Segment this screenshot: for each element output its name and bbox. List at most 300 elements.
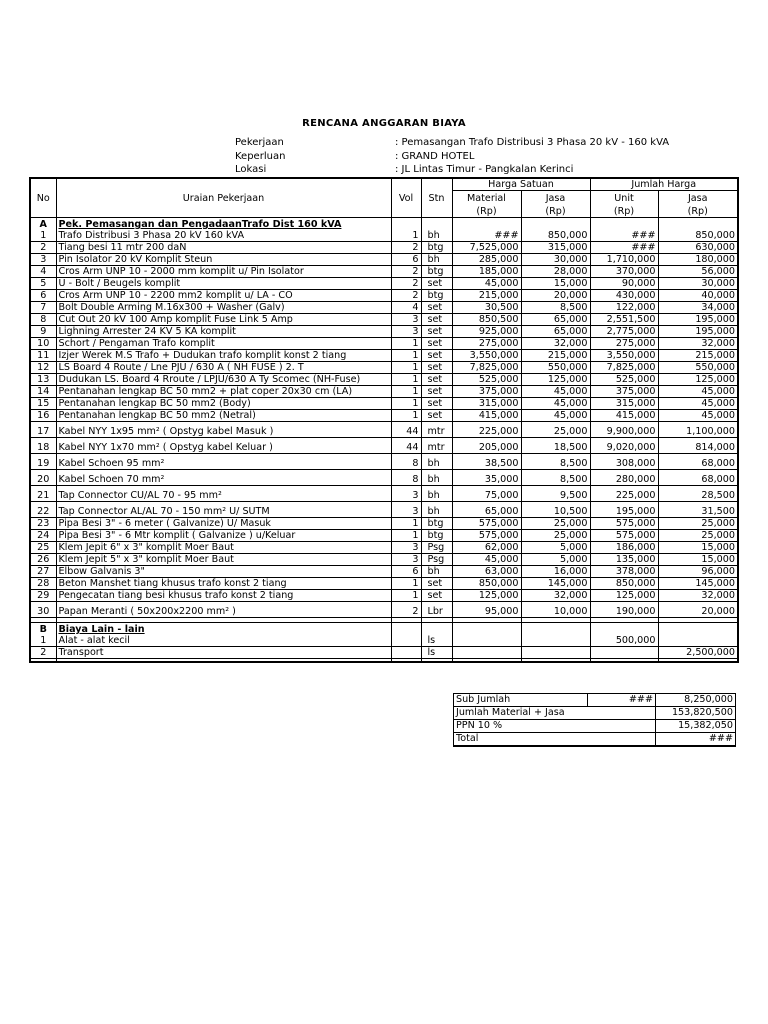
table-row — [30, 422, 738, 438]
table-row — [30, 470, 738, 486]
row-total-unit: 2,775,000 — [590, 326, 658, 338]
row-material-price: 285,000 — [452, 254, 521, 266]
row-service-price: 10,500 — [521, 502, 590, 518]
row-volume: 44 — [391, 438, 421, 454]
row-total-unit: 7,825,000 — [590, 362, 658, 374]
row-volume: 2 — [391, 290, 421, 302]
row-total-unit: 315,000 — [590, 398, 658, 410]
row-material-price: 225,000 — [452, 422, 521, 438]
row-unit: set — [421, 578, 452, 590]
row-total-unit — [590, 647, 658, 659]
cell-empty — [421, 218, 452, 231]
row-no: 10 — [30, 338, 56, 350]
row-material-price: 185,000 — [452, 266, 521, 278]
row-volume: 8 — [391, 454, 421, 470]
row-volume: 3 — [391, 502, 421, 518]
table-row — [30, 438, 738, 454]
row-no: 2 — [30, 647, 56, 659]
row-material-price: 205,000 — [452, 438, 521, 454]
cell-empty — [421, 623, 452, 636]
row-total-service — [658, 635, 738, 647]
row-material-price — [452, 635, 521, 647]
table-row — [30, 254, 738, 266]
row-material-price: 315,000 — [452, 398, 521, 410]
table-row — [30, 566, 738, 578]
meta-label: Keperluan — [235, 151, 286, 162]
row-total-unit: 375,000 — [590, 386, 658, 398]
header-uraian: Uraian Pekerjaan — [56, 178, 391, 218]
row-service-price: 850,000 — [521, 230, 590, 242]
table-row — [30, 602, 738, 618]
row-total-service: 20,000 — [658, 602, 738, 618]
row-material-price: 30,500 — [452, 302, 521, 314]
summary-label: PPN 10 % — [454, 720, 656, 733]
row-material-price: 7,525,000 — [452, 242, 521, 254]
row-unit: set — [421, 410, 452, 422]
row-volume: 1 — [391, 374, 421, 386]
row-description: Tap Connector AL/AL 70 - 150 mm² U/ SUTM — [56, 502, 391, 518]
row-total-service: 1,100,000 — [658, 422, 738, 438]
row-unit: set — [421, 374, 452, 386]
row-description: Klem Jepit 5" x 3" komplit Moer Baut — [56, 554, 391, 566]
summary-row — [454, 733, 736, 747]
table-row — [30, 278, 738, 290]
row-unit: ls — [421, 635, 452, 647]
section-code: B — [30, 623, 56, 636]
table-row — [30, 326, 738, 338]
row-no: 12 — [30, 362, 56, 374]
row-volume — [391, 635, 421, 647]
row-total-service: 145,000 — [658, 578, 738, 590]
row-volume: 2 — [391, 602, 421, 618]
table-row — [30, 290, 738, 302]
cell-empty — [521, 623, 590, 636]
row-no: 13 — [30, 374, 56, 386]
row-description: Pentanahan lengkap BC 50 mm2 (Netral) — [56, 410, 391, 422]
row-total-service: 125,000 — [658, 374, 738, 386]
row-volume: 6 — [391, 566, 421, 578]
row-total-unit: ### — [590, 230, 658, 242]
row-service-price: 315,000 — [521, 242, 590, 254]
row-unit: set — [421, 338, 452, 350]
row-total-unit: 378,000 — [590, 566, 658, 578]
row-description: Pentanahan lengkap BC 50 mm2 + plat coper 20x30 cm (LA) — [56, 386, 391, 398]
row-unit: bh — [421, 502, 452, 518]
row-description: Alat - alat kecil — [56, 635, 391, 647]
table-row — [30, 302, 738, 314]
row-material-price: 65,000 — [452, 502, 521, 518]
table-row — [30, 647, 738, 659]
header-no: No — [30, 178, 56, 218]
table-row — [30, 635, 738, 647]
row-unit: set — [421, 278, 452, 290]
summary-label: Sub Jumlah — [454, 694, 588, 707]
row-description: Pentanahan lengkap BC 50 mm2 (Body) — [56, 398, 391, 410]
row-service-price: 30,000 — [521, 254, 590, 266]
row-unit: mtr — [421, 438, 452, 454]
row-total-service: 68,000 — [658, 470, 738, 486]
row-no: 9 — [30, 326, 56, 338]
row-total-service: 28,500 — [658, 486, 738, 502]
row-no: 24 — [30, 530, 56, 542]
row-material-price: 38,500 — [452, 454, 521, 470]
row-total-unit: 9,900,000 — [590, 422, 658, 438]
row-no: 28 — [30, 578, 56, 590]
page-title: RENCANA ANGGARAN BIAYA — [302, 118, 466, 129]
cell-empty — [391, 218, 421, 231]
table-row — [30, 314, 738, 326]
row-description: Kabel Schoen 95 mm² — [56, 454, 391, 470]
section-row — [30, 218, 738, 231]
row-description: U - Bolt / Beugels komplit — [56, 278, 391, 290]
row-material-price: 62,000 — [452, 542, 521, 554]
row-no: 1 — [30, 230, 56, 242]
row-total-unit: 370,000 — [590, 266, 658, 278]
row-service-price: 10,000 — [521, 602, 590, 618]
header-jasa: Jasa — [521, 191, 590, 204]
row-no: 7 — [30, 302, 56, 314]
row-unit: bh — [421, 254, 452, 266]
row-service-price: 25,000 — [521, 530, 590, 542]
row-total-service: 32,000 — [658, 338, 738, 350]
cell-empty — [30, 659, 56, 663]
row-service-price: 65,000 — [521, 326, 590, 338]
row-material-price: ### — [452, 230, 521, 242]
row-description: Kabel Schoen 70 mm² — [56, 470, 391, 486]
row-service-price: 145,000 — [521, 578, 590, 590]
row-service-price: 28,000 — [521, 266, 590, 278]
row-description: Cut Out 20 kV 100 Amp komplit Fuse Link 5 Amp — [56, 314, 391, 326]
row-service-price: 9,500 — [521, 486, 590, 502]
cell-empty — [421, 659, 452, 663]
row-volume: 1 — [391, 230, 421, 242]
row-volume: 3 — [391, 314, 421, 326]
row-total-unit: 525,000 — [590, 374, 658, 386]
table-row — [30, 338, 738, 350]
row-volume: 44 — [391, 422, 421, 438]
row-total-service: 215,000 — [658, 350, 738, 362]
row-total-unit: 186,000 — [590, 542, 658, 554]
row-unit: mtr — [421, 422, 452, 438]
header-jasa-total: Jasa — [658, 191, 738, 204]
row-total-unit: 9,020,000 — [590, 438, 658, 454]
row-total-unit: 2,551,500 — [590, 314, 658, 326]
row-no: 29 — [30, 590, 56, 602]
row-total-service: 195,000 — [658, 314, 738, 326]
row-total-unit: 90,000 — [590, 278, 658, 290]
table-row — [30, 362, 738, 374]
row-service-price — [521, 635, 590, 647]
table-row — [30, 350, 738, 362]
row-service-price: 32,000 — [521, 590, 590, 602]
row-material-price: 850,000 — [452, 578, 521, 590]
table-row — [30, 486, 738, 502]
header-material: Material — [452, 191, 521, 204]
table-row — [30, 578, 738, 590]
cell-empty — [590, 218, 658, 231]
row-unit: Psg — [421, 554, 452, 566]
row-description: Kabel NYY 1x95 mm² ( Opstyg kabel Masuk ) — [56, 422, 391, 438]
row-total-service: 850,000 — [658, 230, 738, 242]
row-material-price: 95,000 — [452, 602, 521, 618]
row-unit: set — [421, 386, 452, 398]
row-total-unit: 190,000 — [590, 602, 658, 618]
row-total-unit: 430,000 — [590, 290, 658, 302]
row-description: Pengecatan tiang besi khusus trafo konst 2 tiang — [56, 590, 391, 602]
row-description: LS Board 4 Route / Lne PJU / 630 A ( NH FUSE ) 2. T — [56, 362, 391, 374]
row-total-service: 34,000 — [658, 302, 738, 314]
row-service-price: 45,000 — [521, 386, 590, 398]
row-service-price: 15,000 — [521, 278, 590, 290]
row-no: 30 — [30, 602, 56, 618]
cell-empty — [658, 218, 738, 231]
row-total-service: 630,000 — [658, 242, 738, 254]
row-service-price: 8,500 — [521, 454, 590, 470]
row-material-price: 63,000 — [452, 566, 521, 578]
row-description: Cros Arm UNP 10 - 2000 mm komplit u/ Pin Isolator — [56, 266, 391, 278]
row-total-unit: 225,000 — [590, 486, 658, 502]
row-unit: bh — [421, 566, 452, 578]
row-unit: set — [421, 350, 452, 362]
section-title: Biaya Lain - lain — [56, 623, 391, 636]
row-total-service: 195,000 — [658, 326, 738, 338]
row-total-service: 96,000 — [658, 566, 738, 578]
row-volume: 1 — [391, 386, 421, 398]
row-no: 4 — [30, 266, 56, 278]
row-no: 5 — [30, 278, 56, 290]
cell-empty — [521, 218, 590, 231]
row-material-price: 125,000 — [452, 590, 521, 602]
row-unit: set — [421, 314, 452, 326]
row-no: 16 — [30, 410, 56, 422]
row-material-price: 45,000 — [452, 554, 521, 566]
cell-empty — [452, 659, 521, 663]
table-row — [30, 590, 738, 602]
row-description: Pipa Besi 3" - 6 meter ( Galvanize) U/ Masuk — [56, 518, 391, 530]
row-description: Kabel NYY 1x70 mm² ( Opstyg kabel Keluar ) — [56, 438, 391, 454]
summary-row — [454, 707, 736, 720]
row-description: Lighning Arrester 24 KV 5 KA komplit — [56, 326, 391, 338]
row-total-unit: 3,550,000 — [590, 350, 658, 362]
row-total-service: 15,000 — [658, 554, 738, 566]
meta-value: : Pemasangan Trafo Distribusi 3 Phasa 20 kV - 160 kVA — [395, 137, 670, 148]
row-volume: 8 — [391, 470, 421, 486]
row-no: 8 — [30, 314, 56, 326]
row-description: Papan Meranti ( 50x200x2200 mm² ) — [56, 602, 391, 618]
row-total-unit: 135,000 — [590, 554, 658, 566]
row-volume: 2 — [391, 278, 421, 290]
meta-value: : JL Lintas Timur - Pangkalan Kerinci — [395, 164, 574, 175]
row-total-service: 180,000 — [658, 254, 738, 266]
row-no: 19 — [30, 454, 56, 470]
row-volume: 1 — [391, 350, 421, 362]
row-description: Transport — [56, 647, 391, 659]
row-no: 20 — [30, 470, 56, 486]
row-no: 27 — [30, 566, 56, 578]
row-total-service: 550,000 — [658, 362, 738, 374]
row-volume: 1 — [391, 410, 421, 422]
header-rp: (Rp) — [521, 204, 590, 218]
row-total-unit: 125,000 — [590, 590, 658, 602]
row-unit: btg — [421, 518, 452, 530]
cell-empty — [590, 659, 658, 663]
row-total-unit: 308,000 — [590, 454, 658, 470]
row-unit: bh — [421, 486, 452, 502]
row-no: 26 — [30, 554, 56, 566]
row-unit: Psg — [421, 542, 452, 554]
row-unit: btg — [421, 266, 452, 278]
table-row — [30, 410, 738, 422]
row-service-price: 45,000 — [521, 398, 590, 410]
row-service-price: 32,000 — [521, 338, 590, 350]
table-row — [30, 554, 738, 566]
row-material-price: 925,000 — [452, 326, 521, 338]
row-service-price: 5,000 — [521, 554, 590, 566]
row-material-price — [452, 647, 521, 659]
header-stn: Stn — [421, 178, 452, 218]
row-material-price: 3,550,000 — [452, 350, 521, 362]
row-no: 25 — [30, 542, 56, 554]
row-material-price: 575,000 — [452, 530, 521, 542]
row-total-service: 15,000 — [658, 542, 738, 554]
budget-table — [29, 177, 739, 663]
table-row — [30, 398, 738, 410]
row-total-service: 2,500,000 — [658, 647, 738, 659]
cell-empty — [452, 623, 521, 636]
row-description: Beton Manshet tiang khusus trafo konst 2 tiang — [56, 578, 391, 590]
row-volume: 2 — [391, 266, 421, 278]
row-volume: 1 — [391, 362, 421, 374]
row-description: Dudukan LS. Board 4 Rroute / LPJU/630 A Ty Scomec (NH-Fuse) — [56, 374, 391, 386]
row-service-price — [521, 647, 590, 659]
row-unit: bh — [421, 230, 452, 242]
row-total-unit: 575,000 — [590, 530, 658, 542]
row-material-price: 215,000 — [452, 290, 521, 302]
row-material-price: 575,000 — [452, 518, 521, 530]
summary-table — [453, 693, 736, 747]
meta-label: Lokasi — [235, 164, 267, 175]
table-row — [30, 266, 738, 278]
summary-label: Total — [454, 733, 656, 747]
header-unit: Unit — [590, 191, 658, 204]
cell-empty — [452, 218, 521, 231]
row-volume: 1 — [391, 338, 421, 350]
row-material-price: 525,000 — [452, 374, 521, 386]
row-unit: Lbr — [421, 602, 452, 618]
row-material-price: 375,000 — [452, 386, 521, 398]
header-jumlah-harga: Jumlah Harga — [590, 178, 738, 191]
row-description: Pin Isolator 20 kV Komplit Steun — [56, 254, 391, 266]
row-volume — [391, 647, 421, 659]
table-row — [30, 454, 738, 470]
row-unit: btg — [421, 242, 452, 254]
header-rp: (Rp) — [590, 204, 658, 218]
row-unit: set — [421, 590, 452, 602]
row-material-price: 75,000 — [452, 486, 521, 502]
summary-value: 153,820,500 — [656, 707, 736, 720]
row-volume: 2 — [391, 242, 421, 254]
summary-label: Jumlah Material + Jasa — [454, 707, 656, 720]
row-no: 15 — [30, 398, 56, 410]
section-title: Pek. Pemasangan dan PengadaanTrafo Dist 160 kVA — [56, 218, 391, 231]
summary-row — [454, 720, 736, 733]
row-material-price: 7,825,000 — [452, 362, 521, 374]
row-total-service: 56,000 — [658, 266, 738, 278]
cell-empty — [56, 659, 391, 663]
cell-empty — [391, 659, 421, 663]
row-unit: set — [421, 362, 452, 374]
row-no: 22 — [30, 502, 56, 518]
table-row — [30, 230, 738, 242]
row-volume: 1 — [391, 398, 421, 410]
summary-unit: ### — [588, 694, 656, 707]
table-row — [30, 386, 738, 398]
row-total-unit: 500,000 — [590, 635, 658, 647]
row-service-price: 125,000 — [521, 374, 590, 386]
row-service-price: 18,500 — [521, 438, 590, 454]
row-unit: btg — [421, 290, 452, 302]
cell-empty — [391, 623, 421, 636]
row-total-service: 31,500 — [658, 502, 738, 518]
row-material-price: 850,500 — [452, 314, 521, 326]
row-material-price: 275,000 — [452, 338, 521, 350]
table-row — [30, 374, 738, 386]
row-volume: 1 — [391, 518, 421, 530]
row-total-unit: 1,710,000 — [590, 254, 658, 266]
row-description: Trafo Distribusi 3 Phasa 20 kV 160 kVA — [56, 230, 391, 242]
header-vol: Vol — [391, 178, 421, 218]
row-volume: 3 — [391, 542, 421, 554]
table-row — [30, 530, 738, 542]
row-description: Elbow Galvanis 3" — [56, 566, 391, 578]
header-harga-satuan: Harga Satuan — [452, 178, 590, 191]
section-code: A — [30, 218, 56, 231]
row-volume: 4 — [391, 302, 421, 314]
row-no: 23 — [30, 518, 56, 530]
row-total-unit: 575,000 — [590, 518, 658, 530]
row-total-service: 45,000 — [658, 398, 738, 410]
row-total-unit: 122,000 — [590, 302, 658, 314]
row-unit: set — [421, 302, 452, 314]
row-description: Klem Jepit 6" x 3" komplit Moer Baut — [56, 542, 391, 554]
row-total-unit: ### — [590, 242, 658, 254]
row-unit: bh — [421, 454, 452, 470]
row-no: 2 — [30, 242, 56, 254]
meta-value: : GRAND HOTEL — [395, 151, 475, 162]
row-total-service: 25,000 — [658, 518, 738, 530]
row-total-service: 32,000 — [658, 590, 738, 602]
row-description: Pipa Besi 3" - 6 Mtr komplit ( Galvanize ) u/Keluar — [56, 530, 391, 542]
table-row — [30, 542, 738, 554]
row-service-price: 8,500 — [521, 470, 590, 486]
row-total-service: 814,000 — [658, 438, 738, 454]
table-row — [30, 518, 738, 530]
section-row — [30, 623, 738, 636]
cell-empty — [590, 623, 658, 636]
row-material-price: 415,000 — [452, 410, 521, 422]
summary-value: 15,382,050 — [656, 720, 736, 733]
cell-empty — [658, 623, 738, 636]
row-unit: set — [421, 326, 452, 338]
row-no: 3 — [30, 254, 56, 266]
row-description: Izjer Werek M.S Trafo + Dudukan trafo komplit konst 2 tiang — [56, 350, 391, 362]
row-total-service: 25,000 — [658, 530, 738, 542]
row-volume: 3 — [391, 326, 421, 338]
row-total-service: 45,000 — [658, 386, 738, 398]
row-volume: 3 — [391, 554, 421, 566]
row-total-unit: 415,000 — [590, 410, 658, 422]
row-total-unit: 195,000 — [590, 502, 658, 518]
